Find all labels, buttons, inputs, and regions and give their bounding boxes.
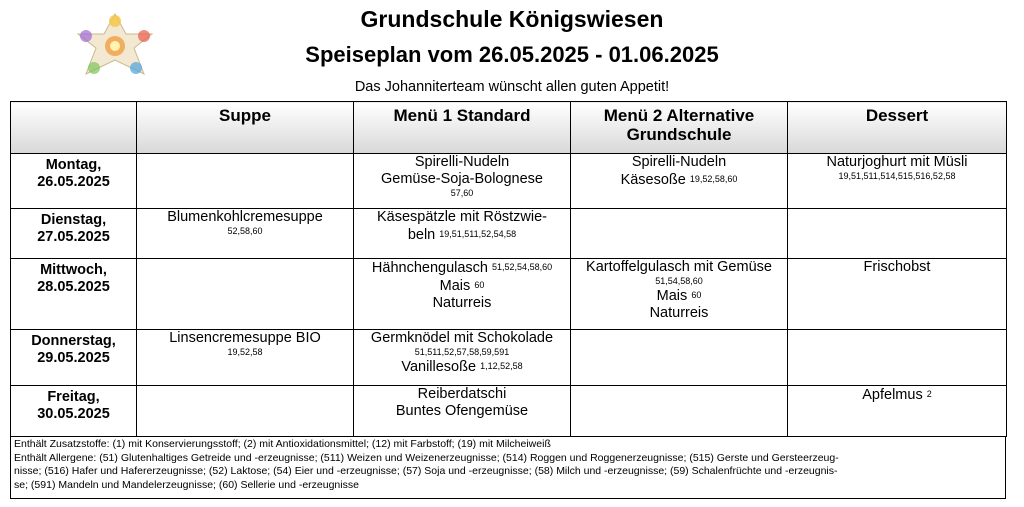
- soup-cell: [137, 330, 354, 386]
- allergen-codes: 19,52,58: [227, 347, 263, 357]
- table-row: [11, 386, 1007, 437]
- dessert-cell: [788, 154, 1007, 209]
- header-soup: Suppe: [137, 102, 354, 154]
- soup-cell: [137, 386, 354, 437]
- dish-line: beln: [407, 227, 436, 243]
- day-date: 30.05.2025: [37, 406, 110, 422]
- dish-line: Käsespätzle mit Röstzwie-: [376, 209, 548, 225]
- day-name: Donnerstag,: [31, 333, 116, 349]
- dessert-cell: [788, 259, 1007, 330]
- dish-line: Spirelli-Nudeln: [414, 154, 510, 170]
- dish-line: Germknödel mit Schokolade: [370, 330, 554, 346]
- header-day: [11, 102, 137, 154]
- allergen-codes: 19,51,511,514,515,516,52,58: [838, 171, 956, 181]
- dessert-cell: [788, 209, 1007, 259]
- soup-cell: [137, 259, 354, 330]
- day-date: 29.05.2025: [37, 350, 110, 366]
- menu1-cell: [354, 259, 571, 330]
- allergen-codes: 19,52,58,60: [689, 174, 738, 184]
- soup-cell: [137, 154, 354, 209]
- menu1-cell: [354, 154, 571, 209]
- header-menu2: Menü 2 Alternative Grundschule: [571, 102, 788, 154]
- dessert-cell: [788, 386, 1007, 437]
- soup-cell: [137, 209, 354, 259]
- dish-line: Vanillesoße: [401, 359, 477, 375]
- dish-line: Frischobst: [863, 259, 931, 275]
- allergen-codes: 52,58,60: [227, 226, 263, 236]
- allergen-codes: 51,52,54,58,60: [492, 262, 553, 272]
- dish-line: Reiberdatschi: [417, 386, 507, 402]
- day-cell: [11, 259, 137, 330]
- allergens-legend: nisse; (516) Hafer und Hafererzeugnisse; (52) Laktose; (54) Eier und -erzeugnisse; (57) Soja und -erzeugnisse; (58) Milch und -erzeugnisse; (59) Schalenfrüchte und -erzeugnis-: [14, 465, 838, 477]
- allergen-codes: 60: [691, 290, 702, 300]
- day-cell: [11, 386, 137, 437]
- day-name: Dienstag,: [40, 212, 107, 228]
- menu-table: [10, 101, 1007, 437]
- menu2-cell: [571, 154, 788, 209]
- dish-line: Blumenkohlcremesuppe: [167, 209, 323, 225]
- additives-legend: Enthält Zusatzstoffe: (1) mit Konservierungsstoff; (2) mit Antioxidationsmittel; (12) mit Farbstoff; (19) mit Milcheiweiß: [14, 438, 551, 450]
- table-row: [11, 330, 1007, 386]
- dish-line: Naturreis: [649, 305, 709, 321]
- allergen-codes: 2: [926, 389, 932, 399]
- header-menu1: Menü 1 Standard: [354, 102, 571, 154]
- dish-line: Naturjoghurt mit Müsli: [826, 154, 968, 170]
- menu2-cell: [571, 209, 788, 259]
- school-name: Grundschule Königswiesen: [360, 6, 664, 32]
- dish-line: Apfelmus: [862, 387, 923, 403]
- dish-line: Spirelli-Nudeln: [631, 154, 727, 170]
- header-dessert: Dessert: [788, 102, 1007, 154]
- dish-line: Hähnchengulasch: [371, 260, 488, 276]
- greeting: Das Johanniterteam wünscht allen guten Appetit!: [354, 79, 670, 95]
- dish-line: Mais: [656, 288, 688, 304]
- table-row: [11, 259, 1007, 330]
- dish-line: Mais: [439, 278, 471, 294]
- allergen-codes: 51,511,52,57,58,59,591: [414, 347, 510, 357]
- day-name: Montag,: [45, 157, 102, 173]
- dish-line: Linsencremesuppe BIO: [169, 330, 321, 346]
- dessert-cell: [788, 330, 1007, 386]
- dish-line: Kartoffelgulasch mit Gemüse: [586, 259, 772, 275]
- table-row: [11, 154, 1007, 209]
- allergen-codes: 19,51,511,52,54,58: [439, 229, 517, 239]
- allergen-codes: 60: [474, 280, 485, 290]
- dish-line: Buntes Ofengemüse: [395, 403, 529, 419]
- allergens-legend: Enthält Allergene: (51) Glutenhaltiges Getreide und -erzeugnisse; (511) Weizen und Weizenerzeugnisse; (514) Roggen und Roggenerzeugnisse; (515) Gerste und Gersteerzeug-: [14, 451, 839, 464]
- allergens-legend: se; (591) Mandeln und Mandelerzeugnisse; (60) Sellerie und -erzeugnisse: [14, 478, 359, 491]
- dish-line: Käsesoße: [620, 172, 686, 188]
- day-name: Mittwoch,: [40, 262, 107, 278]
- allergen-codes: 1,12,52,58: [480, 361, 523, 371]
- table-row: [11, 209, 1007, 259]
- day-cell: [11, 209, 137, 259]
- day-date: 27.05.2025: [37, 229, 110, 245]
- menu1-cell: [354, 209, 571, 259]
- day-cell: [11, 330, 137, 386]
- allergen-codes: 57,60: [450, 188, 474, 198]
- day-date: 26.05.2025: [37, 174, 110, 190]
- menu1-cell: [354, 386, 571, 437]
- menu2-cell: [571, 330, 788, 386]
- page-title: Speiseplan vom 26.05.2025 - 01.06.2025: [305, 42, 719, 67]
- dish-line: Gemüse-Soja-Bolognese: [380, 171, 543, 187]
- menu2-cell: [571, 259, 788, 330]
- allergen-codes: 51,54,58,60: [655, 276, 703, 286]
- legend-footer: [10, 437, 1006, 499]
- day-name: Freitag,: [47, 389, 100, 405]
- day-date: 28.05.2025: [37, 279, 110, 295]
- day-cell: [11, 154, 137, 209]
- dish-line: Naturreis: [432, 295, 492, 311]
- menu2-cell: [571, 386, 788, 437]
- table-header-row: [11, 102, 1007, 154]
- menu1-cell: [354, 330, 571, 386]
